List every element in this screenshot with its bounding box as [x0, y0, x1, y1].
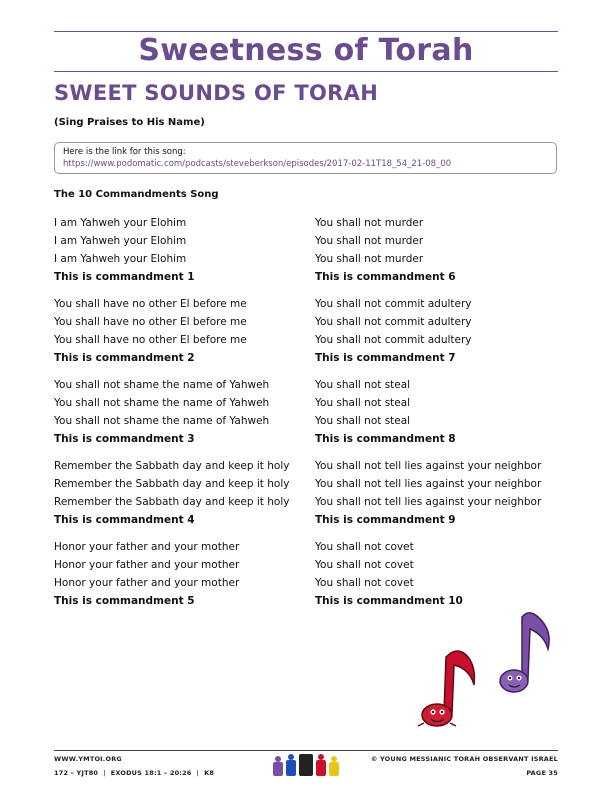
verse-refrain: This is commandment 10: [315, 595, 463, 607]
lyric-line: Honor your father and your mother: [54, 541, 240, 553]
footer-meta-lesson: 172 – YJT80: [54, 769, 99, 777]
lyric-line: You shall have no other El before me: [54, 316, 247, 328]
lyric-line: Remember the Sabbath day and keep it holy: [54, 460, 290, 472]
lyric-line: You shall not commit adultery: [315, 316, 472, 328]
lyric-line: You shall not commit adultery: [315, 334, 472, 346]
header-top-rule: [54, 31, 558, 32]
verse-refrain: This is commandment 7: [315, 352, 456, 364]
song-link[interactable]: https://www.podomatic.com/podcasts/steveberkson/episodes/2017-02-11T18_54_21-08_00: [63, 159, 452, 169]
song-title: The 10 Commandments Song: [54, 189, 219, 200]
left-lyrics-column: [54, 214, 309, 619]
verse: [315, 214, 560, 286]
verse: [54, 538, 309, 610]
verse-refrain: This is commandment 9: [315, 514, 456, 526]
footer-page-number: PAGE 35: [526, 769, 558, 777]
footer-site: WWW.YMTOI.ORG: [54, 755, 122, 763]
verse: [315, 538, 560, 610]
music-notes-icon: [410, 605, 560, 730]
lyric-line: Remember the Sabbath day and keep it holy: [54, 496, 290, 508]
verse: [54, 376, 309, 448]
header-bottom-rule: [54, 71, 558, 72]
red-note-icon: [418, 651, 474, 726]
verse: [315, 376, 560, 448]
footer-meta: 172 – YJT80 | EXODUS 18:1 – 20:26 | K8: [54, 769, 215, 777]
verse: [54, 214, 309, 286]
lyric-line: You shall not tell lies against your neighbor: [315, 478, 542, 490]
lyric-line: You shall not murder: [315, 253, 424, 265]
lyric-line: You shall not steal: [315, 379, 411, 391]
lyric-line: I am Yahweh your Elohim: [54, 217, 187, 229]
lyric-line: You shall not covet: [315, 559, 414, 571]
footer-meta-passage: EXODUS 18:1 – 20:26: [110, 769, 192, 777]
lyric-line: You shall not commit adultery: [315, 298, 472, 310]
right-lyrics-column: [315, 214, 560, 619]
lyric-line: You shall not steal: [315, 397, 411, 409]
verse-refrain: This is commandment 5: [54, 595, 195, 607]
lyric-line: You shall not covet: [315, 541, 414, 553]
lyric-line: You shall not shame the name of Yahweh: [54, 397, 270, 409]
lyric-line: You shall not shame the name of Yahweh: [54, 379, 270, 391]
lyric-line: Honor your father and your mother: [54, 577, 240, 589]
footer-copyright: © YOUNG MESSIANIC TORAH OBSERVANT ISRAEL: [370, 755, 558, 763]
footer-rule: [54, 750, 558, 751]
section-title: SWEET SOUNDS OF TORAH: [54, 81, 379, 105]
ymtoi-logo-icon: [270, 752, 344, 780]
lyric-line: You shall not murder: [315, 235, 424, 247]
section-subtitle: (Sing Praises to His Name): [54, 117, 205, 128]
lyric-line: You shall not tell lies against your neighbor: [315, 496, 542, 508]
verse-refrain: This is commandment 3: [54, 433, 195, 445]
lyric-line: You shall not murder: [315, 217, 424, 229]
lyric-line: You shall not steal: [315, 415, 411, 427]
song-link-box: [54, 142, 557, 174]
verse: [315, 457, 560, 529]
lyric-line: Remember the Sabbath day and keep it holy: [54, 478, 290, 490]
lyric-line: I am Yahweh your Elohim: [54, 253, 187, 265]
verse-refrain: This is commandment 4: [54, 514, 195, 526]
page-title: Sweetness of Torah: [138, 33, 474, 68]
purple-note-icon: [500, 613, 549, 692]
lyric-line: You shall not covet: [315, 577, 414, 589]
lyric-line: You shall have no other El before me: [54, 334, 247, 346]
verse: [315, 295, 560, 367]
lyric-line: Honor your father and your mother: [54, 559, 240, 571]
lyric-line: You shall have no other El before me: [54, 298, 247, 310]
lyric-line: I am Yahweh your Elohim: [54, 235, 187, 247]
link-intro: Here is the link for this song:: [63, 147, 186, 157]
verse: [54, 457, 309, 529]
verse-refrain: This is commandment 8: [315, 433, 456, 445]
verse: [54, 295, 309, 367]
verse-refrain: This is commandment 1: [54, 271, 195, 283]
verse-refrain: This is commandment 6: [315, 271, 456, 283]
lyric-line: You shall not tell lies against your neighbor: [315, 460, 542, 472]
lyric-line: You shall not shame the name of Yahweh: [54, 415, 270, 427]
footer-meta-level: K8: [204, 769, 215, 777]
verse-refrain: This is commandment 2: [54, 352, 195, 364]
